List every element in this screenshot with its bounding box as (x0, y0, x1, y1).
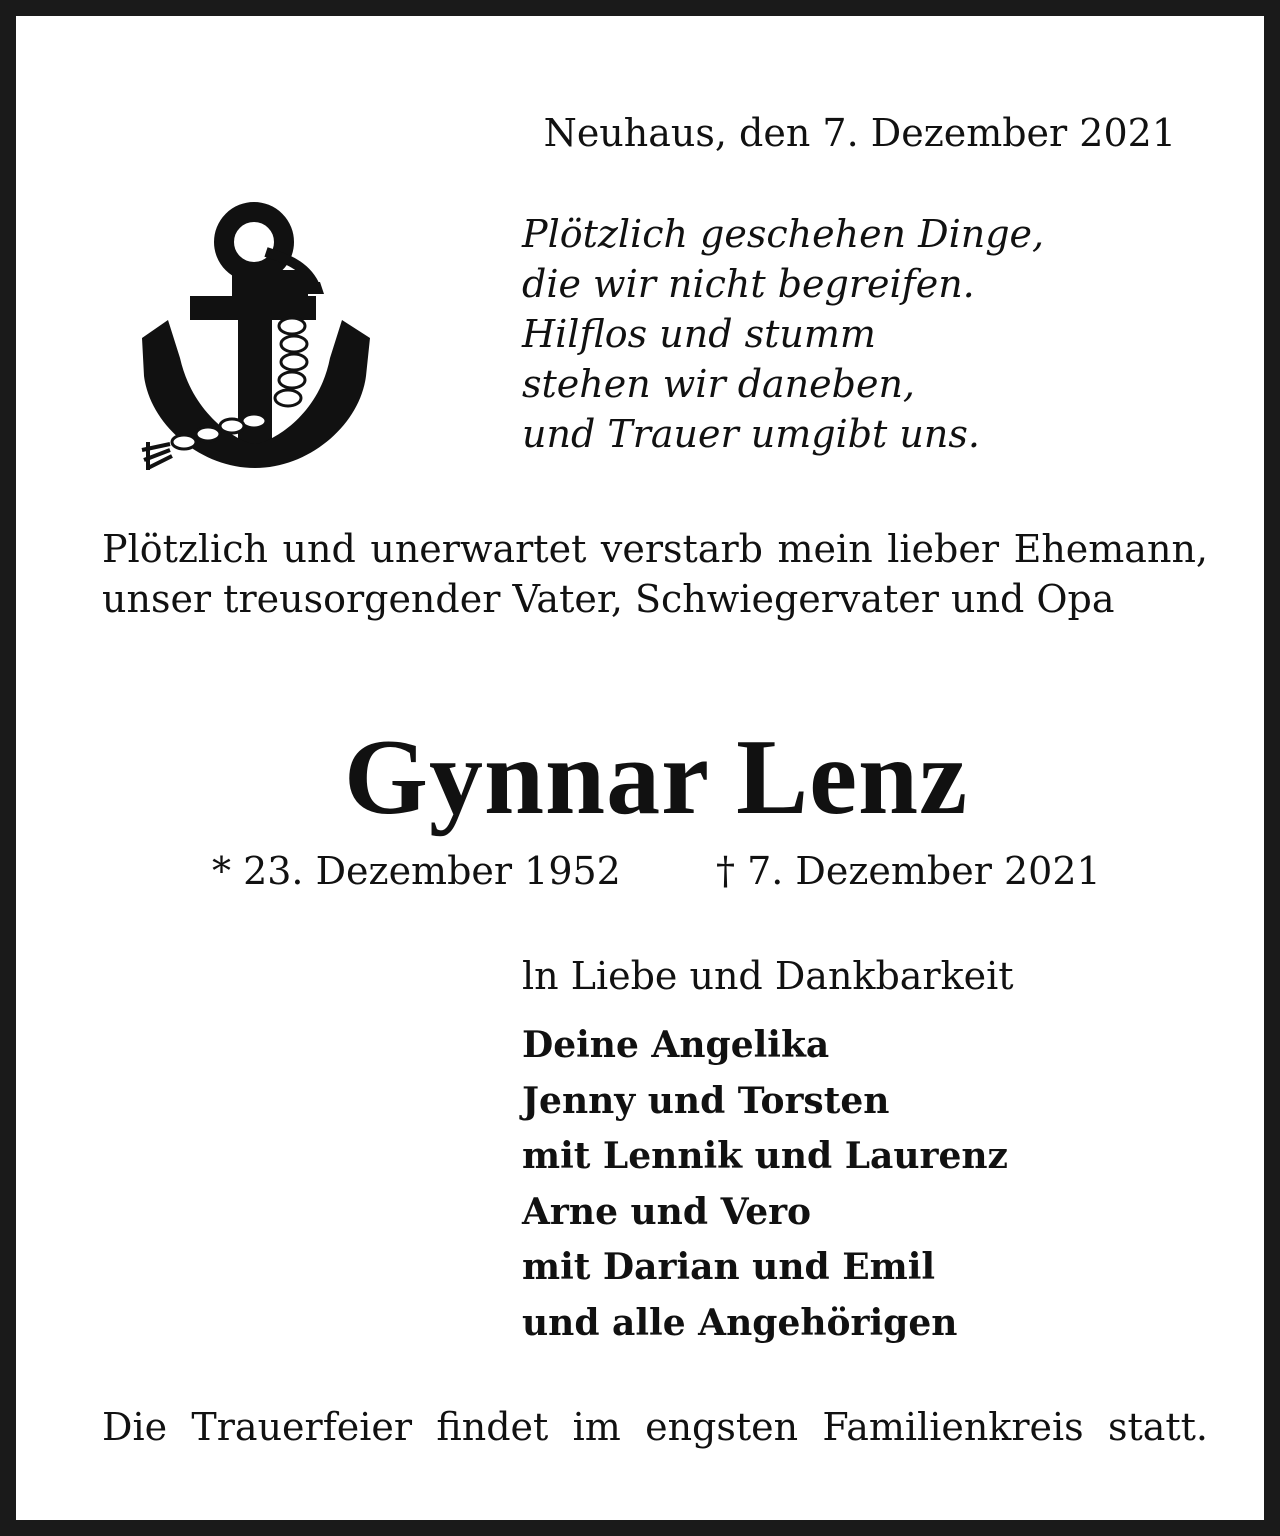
funeral-note: Die Trauerfeier findet im engsten Familienkreis statt. (102, 1405, 1208, 1449)
anchor-icon (134, 198, 378, 480)
signer: mit Darian und Emil (522, 1246, 936, 1288)
poem-line: Plötzlich geschehen Dinge, (522, 212, 1045, 256)
death-date: † 7. Dezember 2021 (716, 849, 1101, 893)
signers-list (522, 1018, 1008, 1351)
signer: Deine Angelika (522, 1024, 830, 1066)
place-date: Neuhaus, den 7. Dezember 2021 (543, 111, 1176, 155)
signer: und alle Angehörigen (522, 1301, 958, 1344)
signer: mit Lennik und Laurenz (522, 1135, 1008, 1177)
poem-line: die wir nicht begreifen. (522, 262, 975, 306)
birth-date: * 23. Dezember 1952 (212, 849, 621, 893)
signer: Jenny und Torsten (522, 1079, 890, 1122)
deceased-name: Gynnar Lenz (343, 718, 969, 837)
poem-line: Hilflos und stumm (522, 312, 876, 356)
gratitude-line: ln Liebe und Dankbarkeit (522, 954, 1014, 998)
signer: Arne und Vero (522, 1190, 812, 1233)
intro-text: Plötzlich und unerwartet verstarb mein lieber Ehemann, unser treusorgender Vater, Schwiegervater und Opa (102, 527, 1208, 621)
poem-line: stehen wir daneben, (522, 362, 916, 406)
poem-line: und Trauer umgibt uns. (522, 412, 980, 456)
poem (522, 209, 1044, 459)
